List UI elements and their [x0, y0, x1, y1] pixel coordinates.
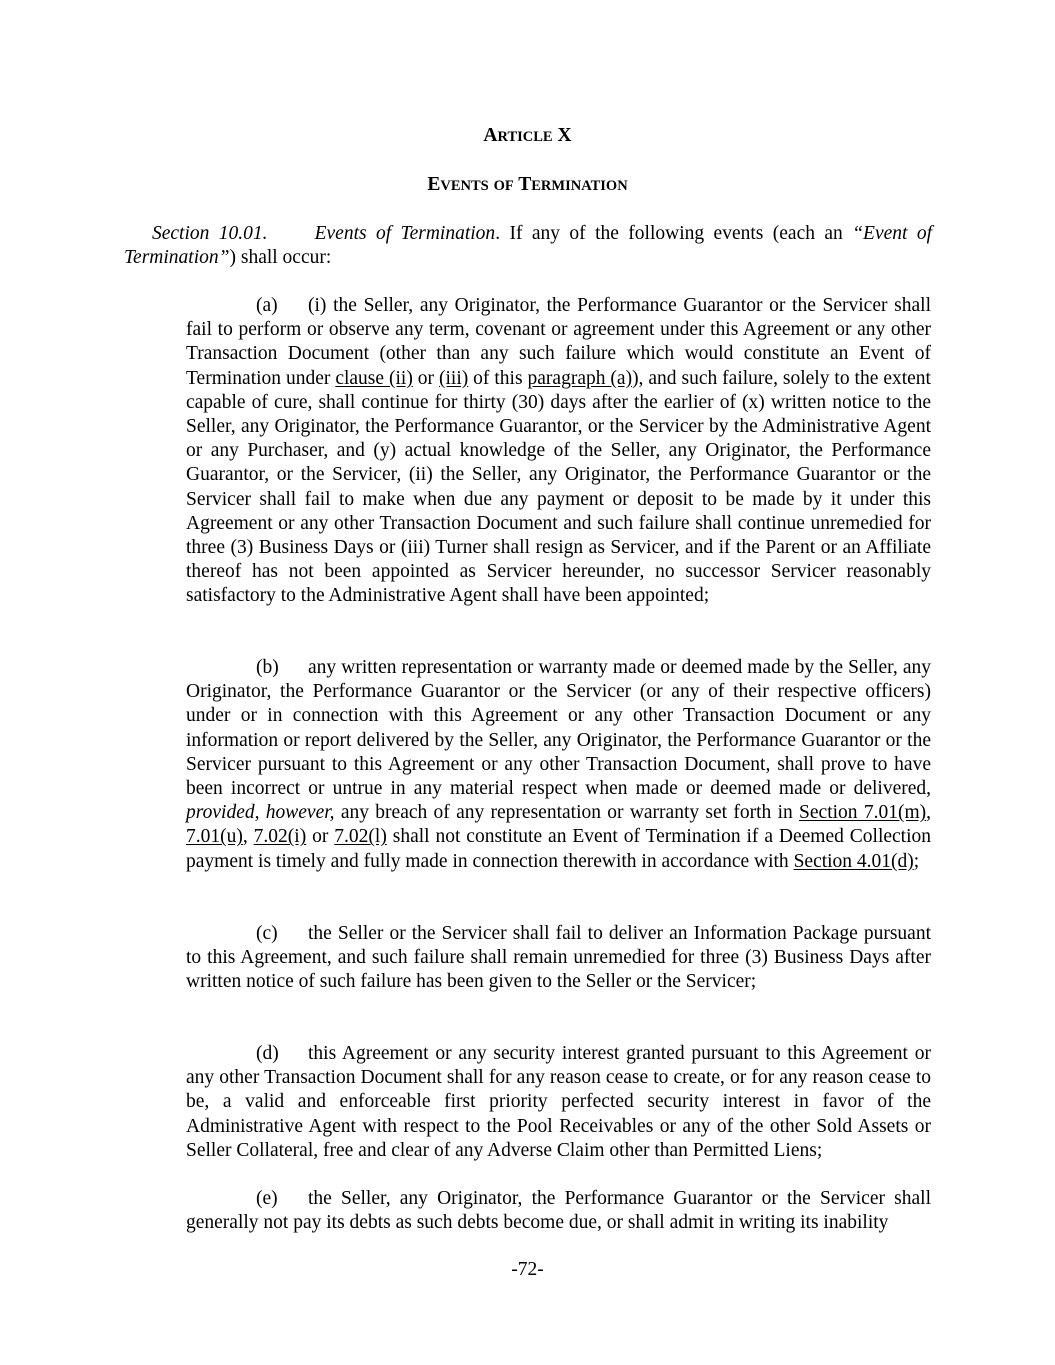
cross-reference: Section 7.01(m): [799, 802, 927, 824]
cross-reference: 7.02(l): [334, 826, 387, 848]
cross-reference: (iii): [438, 367, 469, 389]
page-number: -72-: [511, 1259, 544, 1280]
paragraph-c: (c) the Seller or the Servicer shall fail to deliver an Information Package pursuant to this Agreement, and such failure shall remain unremedied for three (3) Business Days after written notice of such failure has been given to the Seller or the Servicer;: [186, 923, 931, 993]
section-number: Section 10.01.: [152, 223, 268, 244]
cross-reference: paragraph (a): [527, 367, 633, 389]
paragraph-e: (e) the Seller, any Originator, the Performance Guarantor or the Servicer shall generally not pay its debts as such debts become due, or shall admit in writing its inability: [186, 1188, 931, 1234]
proviso: provided, however,: [186, 802, 335, 824]
defined-term: “Event of Termination”: [124, 223, 932, 269]
section-intro: Section 10.01. Events of Termination. If any of the following events (each an “Event of Termination”) shall occur:: [124, 223, 932, 269]
cross-reference: clause (ii): [335, 367, 413, 389]
paragraph-label: (d): [256, 1043, 279, 1064]
paragraph-label: (e): [256, 1188, 278, 1209]
article-heading: ARTICLE X: [483, 125, 572, 146]
cross-reference: 7.02(i): [253, 826, 307, 848]
cross-reference: 7.01(u): [186, 826, 243, 848]
article-title: EVENTS OF TERMINATION: [427, 174, 628, 195]
paragraph-d: (d) this Agreement or any security interest granted pursuant to this Agreement or any other Transaction Document shall for any reason cease to create, or for any reason cease to be, a valid and enforceable first priority perfected security interest in favor of the Administrative Agent with respect to the Pool Receivables or any of the other Sold Assets or Seller Collateral, free and clear of any Adverse Claim other than Permitted Liens;: [186, 1043, 931, 1161]
paragraph-label: (c): [256, 923, 278, 944]
paragraph-a: (a) (i) the Seller, any Originator, the Performance Guarantor or the Servicer shall fail to perform or observe any term, covenant or agreement under this Agreement or any other Transaction Document (other than any such failure which would constitute an Event of Termination under clause (ii) or (iii) of this paragraph (a)), and such failure, solely to the extent capable of cure, shall continue for thirty (30) days after the earlier of (x) written notice to the Seller, any Originator, the Performance Guarantor, or the Servicer by the Administrative Agent or any Purchaser, and (y) actual knowledge of the Seller, any Originator, the Performance Guarantor, or the Servicer, (ii) the Seller, any Originator, the Performance Guarantor or the Servicer shall fail to make when due any payment or deposit to be made by it under this Agreement or any other Transaction Document and such failure shall continue unremedied for three (3) Business Days or (iii) Turner shall resign as Servicer, and if the Parent or an Affiliate thereof has not been appointed as Servicer hereunder, no successor Servicer reasonably satisfactory to the Administrative Agent shall have been appointed;: [186, 295, 931, 607]
paragraph-label: (a): [256, 295, 278, 316]
section-heading: Events of Termination: [314, 223, 496, 244]
paragraph-b: (b) any written representation or warranty made or deemed made by the Seller, any Originator, the Performance Guarantor or the Servicer (or any of their respective officers) under or in connection with this Agreement or any other Transaction Document or any information or report delivered by the Seller, any Originator, the Performance Guarantor or the Servicer pursuant to this Agreement or any other Transaction Document, shall prove to have been incorrect or untrue in any material respect when made or deemed made or delivered, provided, however, any breach of any representation or warranty set forth in Section 7.01(m), 7.01(u), 7.02(i) or 7.02(l) shall not constitute an Event of Termination if a Deemed Collection payment is timely and fully made in connection therewith in accordance with Section 4.01(d);: [186, 657, 932, 872]
paragraph-label: (b): [256, 657, 279, 678]
cross-reference: Section 4.01(d): [793, 850, 914, 872]
